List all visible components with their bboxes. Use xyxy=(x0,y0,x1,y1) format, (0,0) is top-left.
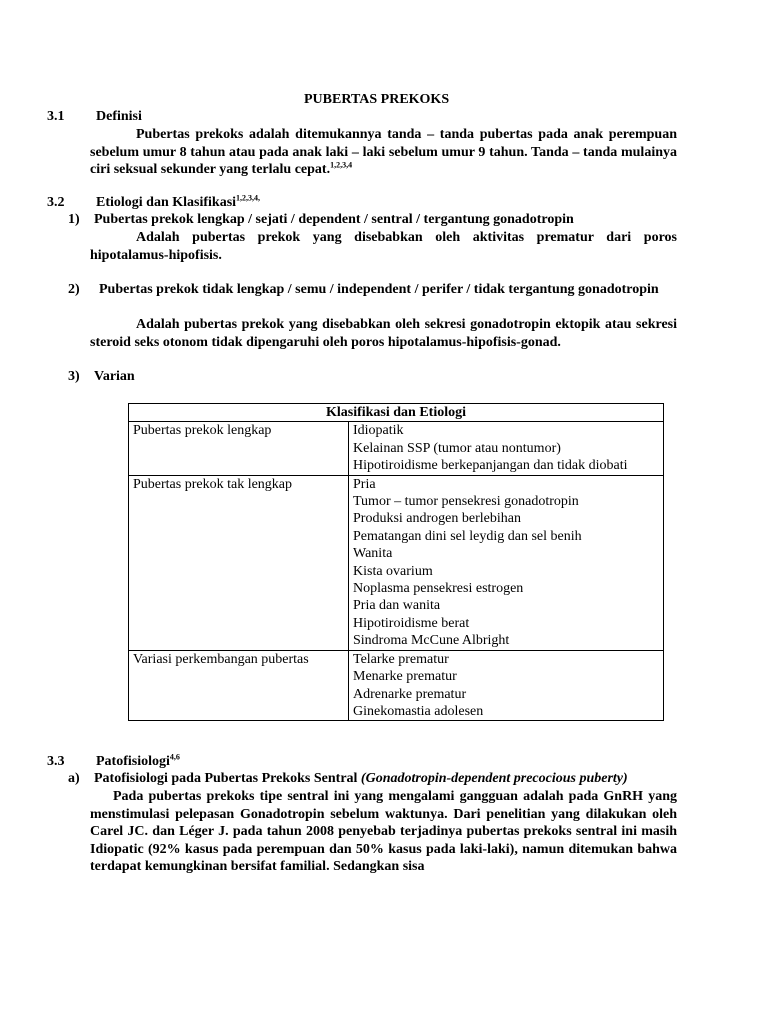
definition-citation: 1,2,3,4 xyxy=(330,160,353,170)
table-category-cell: Pubertas prekok tak lengkap xyxy=(129,475,349,650)
cause-item: Wanita xyxy=(353,546,393,562)
section-3-3-number: 3.3 xyxy=(47,754,65,769)
cause-item: Pematangan dini sel leydig dan sel benih xyxy=(353,528,582,544)
list-item-1-number: 1) xyxy=(68,212,80,227)
list-item-2-number: 2) xyxy=(68,282,80,297)
cause-item: Ginekomastia adolesen xyxy=(353,703,484,719)
list-item-2-description: Adalah pubertas prekok yang disebabkan oleh sekresi gonadotropin ektopik atau sekresi steroid seks otonom tidak dipengaruhi oleh poros hipotalamus-hipofisis-gonad. xyxy=(90,317,677,350)
cause-item: Pria dan wanita xyxy=(353,598,441,614)
section-3-3-citation: 4,6 xyxy=(169,752,180,762)
table-causes-cell xyxy=(349,475,664,650)
cause-item: Kelainan SSP (tumor atau nontumor) xyxy=(353,440,561,456)
table-row xyxy=(129,422,664,475)
cause-item: Adrenarke prematur xyxy=(353,686,467,702)
section-3-2-number: 3.2 xyxy=(47,195,65,210)
cause-item: Menarke prematur xyxy=(353,669,457,685)
list-item-a-italic: (Gonadotropin-dependent precocious puberty) xyxy=(360,771,628,786)
section-3-1-heading: Definisi xyxy=(96,109,142,124)
cause-item: Kista ovarium xyxy=(353,563,433,579)
cause-item: Hipotiroidisme berkepanjangan dan tidak diobati xyxy=(353,458,628,474)
table-causes-cell xyxy=(349,650,664,721)
section-3-3-heading: Patofisiologi$^{4,6}$ xyxy=(96,752,180,769)
table-header-row xyxy=(129,404,664,422)
cause-item: Hipotiroidisme berat xyxy=(353,615,470,631)
pathophysiology-paragraph: Pada pubertas prekoks tipe sentral ini yang mengalami gangguan adalah pada GnRH yang menstimulasi pelepasan Gonadotropin sebelum waktunya. Dari penelitian yang dilakukan oleh Carel JC. dan Léger J. pada tahun 2008 penyebab terjadinya pubertas prekoks sentral ini masih Idiopatic (92% kasus pada perempuan dan 50% kasus pada laki-laki), namun ditemukan bahwa terdapat kemungkinan bersifat familial. Sedangkan sisa xyxy=(90,789,677,874)
definition-paragraph: Pubertas prekoks adalah ditemukannya tanda – tanda pubertas pada anak perempuan sebelum umur 8 tahun atau pada anak laki – laki sebelum umur 9 tahun. Tanda – tanda mulainya ciri seksual sekunder yang terlalu cepat.$^{1,2,3,4}$ xyxy=(90,127,677,177)
list-item-3-number: 3) xyxy=(68,369,80,384)
list-item-2-title: Pubertas prekok tidak lengkap / semu / independent / perifer / tidak tergantung gonadotropin xyxy=(99,282,659,297)
cause-item: Pria xyxy=(353,476,376,492)
table-row xyxy=(129,475,664,650)
table-category-cell: Pubertas prekok lengkap xyxy=(129,422,349,475)
list-item-1-description: Adalah pubertas prekok yang disebabkan oleh aktivitas prematur dari poros hipotalamus-hipofisis. xyxy=(90,230,677,263)
cause-item: Noplasma pensekresi estrogen xyxy=(353,581,524,597)
table-causes-cell xyxy=(349,422,664,475)
cause-item: Telarke prematur xyxy=(353,651,449,667)
cause-item: Tumor – tumor pensekresi gonadotropin xyxy=(353,494,579,510)
table-row xyxy=(129,650,664,721)
section-3-1-number: 3.1 xyxy=(47,109,65,124)
page-title: PUBERTAS PREKOKS xyxy=(304,92,450,107)
list-item-a-title: Patofisiologi pada Pubertas Prekoks Sentral (Gonadotropin-dependent precocious puberty) xyxy=(94,771,628,786)
section-3-2-citation: 1,2,3,4, xyxy=(236,193,261,203)
cause-item: Idiopatik xyxy=(353,423,404,439)
table-category-cell: Variasi perkembangan pubertas xyxy=(129,650,349,721)
list-item-3-title: Varian xyxy=(94,369,135,384)
cause-item: Produksi androgen berlebihan xyxy=(353,511,521,527)
table-header: Klasifikasi dan Etiologi xyxy=(129,404,664,422)
list-item-1-title: Pubertas prekok lengkap / sejati / dependent / sentral / tergantung gonadotropin xyxy=(94,212,574,227)
list-item-a-number: a) xyxy=(68,771,80,786)
classification-table xyxy=(128,403,664,721)
cause-item: Sindroma McCune Albright xyxy=(353,633,510,649)
section-3-2-heading: Etiologi dan Klasifikasi$^{1,2,3,4,}$ xyxy=(96,193,261,210)
